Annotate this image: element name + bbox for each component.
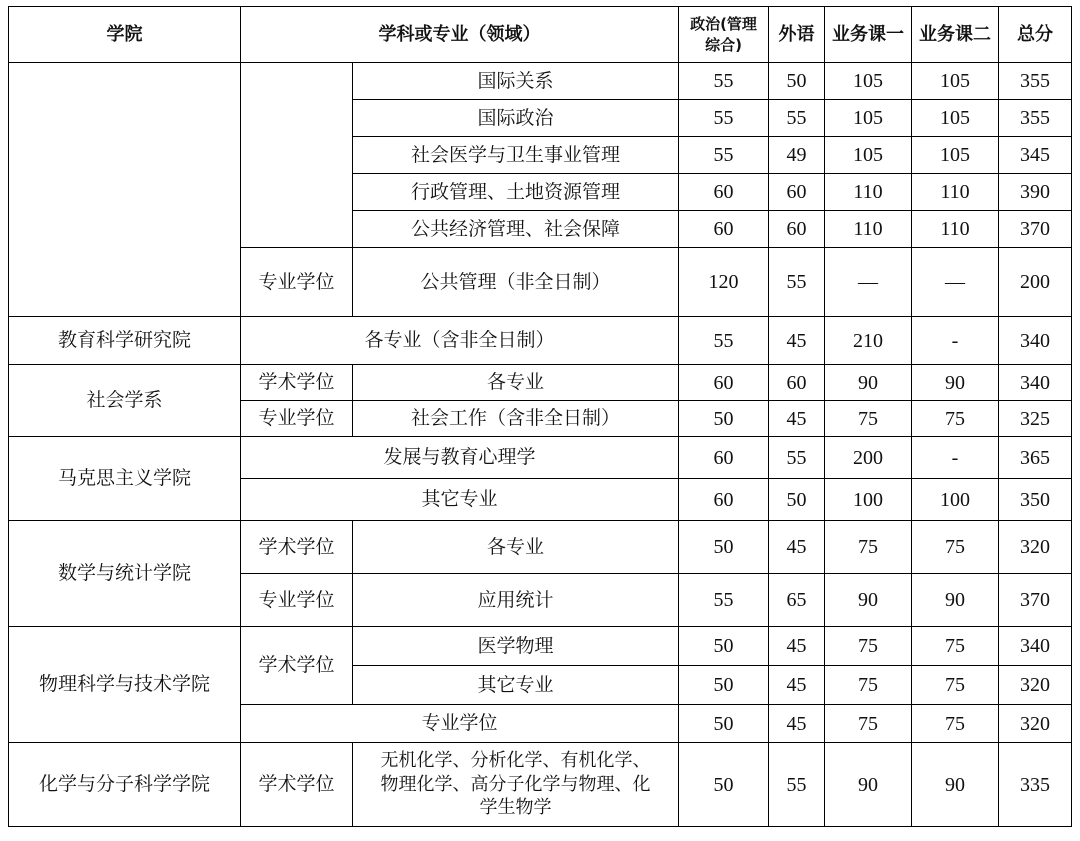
subject-cell: 其它专业 bbox=[353, 666, 679, 705]
table-row bbox=[9, 437, 1072, 479]
total-cell: 370 bbox=[999, 574, 1072, 627]
politics-cell: 55 bbox=[679, 317, 769, 365]
course1-cell: 75 bbox=[825, 705, 912, 743]
course2-cell: 90 bbox=[912, 365, 999, 401]
foreign-cell: 55 bbox=[769, 248, 825, 317]
college-cell: 社会学系 bbox=[9, 365, 241, 437]
category-cell: 专业学位 bbox=[241, 574, 353, 627]
college-cell: 化学与分子科学学院 bbox=[9, 743, 241, 827]
category-cell: 学术学位 bbox=[241, 365, 353, 401]
course1-cell: 75 bbox=[825, 401, 912, 437]
course2-cell: 110 bbox=[912, 174, 999, 211]
total-cell: 340 bbox=[999, 317, 1072, 365]
total-cell: 365 bbox=[999, 437, 1072, 479]
category-cell bbox=[241, 63, 353, 248]
course2-cell: - bbox=[912, 437, 999, 479]
total-cell: 340 bbox=[999, 627, 1072, 666]
course1-cell: 90 bbox=[825, 365, 912, 401]
subject-cell: 医学物理 bbox=[353, 627, 679, 666]
foreign-cell: 55 bbox=[769, 100, 825, 137]
total-cell: 355 bbox=[999, 100, 1072, 137]
foreign-cell: 50 bbox=[769, 479, 825, 521]
course2-cell: 105 bbox=[912, 63, 999, 100]
course1-cell: 105 bbox=[825, 137, 912, 174]
total-cell: 345 bbox=[999, 137, 1072, 174]
foreign-cell: 45 bbox=[769, 666, 825, 705]
politics-cell: 50 bbox=[679, 521, 769, 574]
total-cell: 335 bbox=[999, 743, 1072, 827]
course2-cell: 110 bbox=[912, 211, 999, 248]
category-cell: 专业学位 bbox=[241, 401, 353, 437]
category-cell: 学术学位 bbox=[241, 627, 353, 705]
total-cell: 200 bbox=[999, 248, 1072, 317]
subject-cell: 公共经济管理、社会保障 bbox=[353, 211, 679, 248]
course1-cell: 75 bbox=[825, 521, 912, 574]
table-row bbox=[9, 317, 1072, 365]
subject-cell: 行政管理、土地资源管理 bbox=[353, 174, 679, 211]
foreign-cell: 49 bbox=[769, 137, 825, 174]
course2-cell: 90 bbox=[912, 743, 999, 827]
subject-cell: 其它专业 bbox=[241, 479, 679, 521]
foreign-cell: 45 bbox=[769, 705, 825, 743]
politics-cell: 55 bbox=[679, 137, 769, 174]
foreign-cell: 60 bbox=[769, 174, 825, 211]
header-subject: 学科或专业（领域） bbox=[241, 7, 679, 63]
subject-cell: 各专业 bbox=[353, 521, 679, 574]
politics-cell: 50 bbox=[679, 627, 769, 666]
politics-cell: 120 bbox=[679, 248, 769, 317]
course2-cell: 75 bbox=[912, 705, 999, 743]
table-row bbox=[9, 521, 1072, 574]
foreign-cell: 60 bbox=[769, 365, 825, 401]
foreign-cell: 45 bbox=[769, 317, 825, 365]
course1-cell: 100 bbox=[825, 479, 912, 521]
table-row bbox=[9, 365, 1072, 401]
college-cell bbox=[9, 63, 241, 317]
total-cell: 320 bbox=[999, 666, 1072, 705]
foreign-cell: 45 bbox=[769, 627, 825, 666]
subject-cell: 各专业（含非全日制） bbox=[241, 317, 679, 365]
politics-cell: 60 bbox=[679, 479, 769, 521]
course1-cell: 110 bbox=[825, 174, 912, 211]
course2-cell: — bbox=[912, 248, 999, 317]
header-foreign: 外语 bbox=[769, 7, 825, 63]
politics-cell: 60 bbox=[679, 211, 769, 248]
politics-cell: 50 bbox=[679, 401, 769, 437]
course1-cell: 105 bbox=[825, 63, 912, 100]
subject-cell: 发展与教育心理学 bbox=[241, 437, 679, 479]
total-cell: 390 bbox=[999, 174, 1072, 211]
score-table bbox=[8, 6, 1072, 827]
total-cell: 320 bbox=[999, 705, 1072, 743]
category-cell: 专业学位 bbox=[241, 248, 353, 317]
foreign-cell: 45 bbox=[769, 521, 825, 574]
course2-cell: 90 bbox=[912, 574, 999, 627]
course2-cell: 100 bbox=[912, 479, 999, 521]
header-row bbox=[9, 7, 1072, 63]
subject-cell: 社会工作（含非全日制） bbox=[353, 401, 679, 437]
foreign-cell: 65 bbox=[769, 574, 825, 627]
course1-cell: 75 bbox=[825, 627, 912, 666]
total-cell: 370 bbox=[999, 211, 1072, 248]
table-row bbox=[9, 743, 1072, 827]
college-cell: 教育科学研究院 bbox=[9, 317, 241, 365]
course2-cell: 75 bbox=[912, 401, 999, 437]
politics-cell: 55 bbox=[679, 63, 769, 100]
subject-cell: 公共管理（非全日制） bbox=[353, 248, 679, 317]
politics-cell: 60 bbox=[679, 437, 769, 479]
subject-cell: 应用统计 bbox=[353, 574, 679, 627]
subject-cell: 国际政治 bbox=[353, 100, 679, 137]
course1-cell: 200 bbox=[825, 437, 912, 479]
subject-cell: 社会医学与卫生事业管理 bbox=[353, 137, 679, 174]
header-course1: 业务课一 bbox=[825, 7, 912, 63]
foreign-cell: 55 bbox=[769, 743, 825, 827]
politics-cell: 50 bbox=[679, 743, 769, 827]
foreign-cell: 50 bbox=[769, 63, 825, 100]
course1-cell: — bbox=[825, 248, 912, 317]
header-college: 学院 bbox=[9, 7, 241, 63]
course1-cell: 210 bbox=[825, 317, 912, 365]
course2-cell: - bbox=[912, 317, 999, 365]
category-cell: 学术学位 bbox=[241, 521, 353, 574]
foreign-cell: 45 bbox=[769, 401, 825, 437]
course1-cell: 110 bbox=[825, 211, 912, 248]
course2-cell: 105 bbox=[912, 137, 999, 174]
table-row bbox=[9, 63, 1072, 100]
course2-cell: 75 bbox=[912, 666, 999, 705]
politics-cell: 60 bbox=[679, 174, 769, 211]
course2-cell: 105 bbox=[912, 100, 999, 137]
politics-cell: 50 bbox=[679, 666, 769, 705]
politics-cell: 55 bbox=[679, 574, 769, 627]
course1-cell: 75 bbox=[825, 666, 912, 705]
course2-cell: 75 bbox=[912, 627, 999, 666]
header-course2: 业务课二 bbox=[912, 7, 999, 63]
total-cell: 325 bbox=[999, 401, 1072, 437]
category-cell: 学术学位 bbox=[241, 743, 353, 827]
college-cell: 马克思主义学院 bbox=[9, 437, 241, 521]
foreign-cell: 55 bbox=[769, 437, 825, 479]
course1-cell: 90 bbox=[825, 743, 912, 827]
subject-cell: 各专业 bbox=[353, 365, 679, 401]
total-cell: 320 bbox=[999, 521, 1072, 574]
politics-cell: 55 bbox=[679, 100, 769, 137]
table-row bbox=[9, 627, 1072, 666]
total-cell: 355 bbox=[999, 63, 1072, 100]
header-total: 总分 bbox=[999, 7, 1072, 63]
total-cell: 350 bbox=[999, 479, 1072, 521]
subject-cell: 国际关系 bbox=[353, 63, 679, 100]
foreign-cell: 60 bbox=[769, 211, 825, 248]
subject-cell: 无机化学、分析化学、有机化学、 物理化学、高分子化学与物理、化 学生物学 bbox=[353, 743, 679, 827]
subject-cell: 专业学位 bbox=[241, 705, 679, 743]
total-cell: 340 bbox=[999, 365, 1072, 401]
course1-cell: 105 bbox=[825, 100, 912, 137]
course1-cell: 90 bbox=[825, 574, 912, 627]
politics-cell: 60 bbox=[679, 365, 769, 401]
header-politics: 政治(管理 综合) bbox=[679, 7, 769, 63]
politics-cell: 50 bbox=[679, 705, 769, 743]
college-cell: 数学与统计学院 bbox=[9, 521, 241, 627]
college-cell: 物理科学与技术学院 bbox=[9, 627, 241, 743]
course2-cell: 75 bbox=[912, 521, 999, 574]
